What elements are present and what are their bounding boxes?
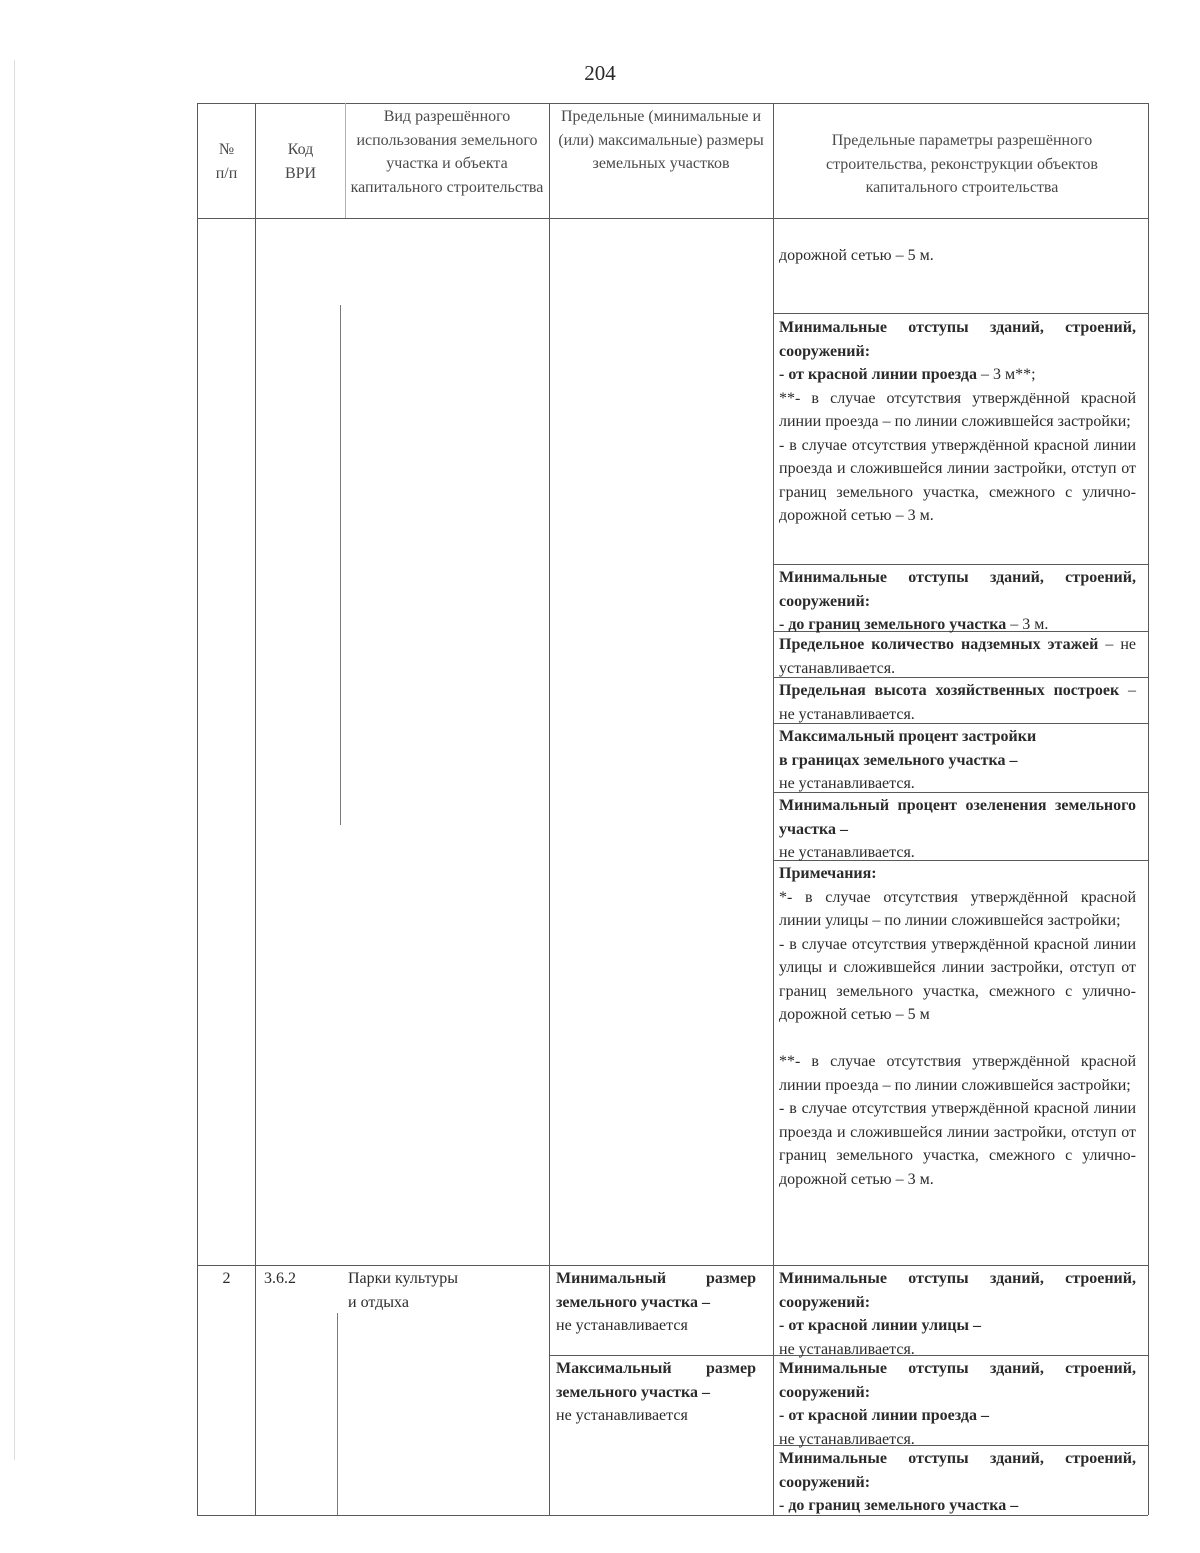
rule-col2-head xyxy=(345,103,346,218)
param-cell xyxy=(779,633,1136,680)
scan-edge-shadow xyxy=(14,60,15,1460)
param-cell xyxy=(779,1447,1136,1518)
rule-right xyxy=(1148,103,1149,1515)
size-bold: Минимальный размер земельного участка – xyxy=(556,1270,756,1311)
param-cell xyxy=(779,316,1136,528)
header-num: № п/п xyxy=(215,141,238,182)
param-bold: Минимальные отступы зданий, строений, сооружений: - до границ земельного участка xyxy=(779,569,1136,633)
rule-col1 xyxy=(255,103,256,1515)
param-plain: не устанавливается. xyxy=(779,1340,915,1358)
param-bold: Предельное количество надземных этажей xyxy=(779,636,1099,653)
param-cell xyxy=(779,794,1136,865)
rule-col3 xyxy=(549,103,550,1515)
rule-col2-b xyxy=(337,1313,338,1515)
rule-s1 xyxy=(549,1355,773,1356)
notes-cell xyxy=(779,862,1136,1191)
rule-p2 xyxy=(773,564,1148,565)
rule-top xyxy=(197,103,1148,104)
param-plain: – 3 м**; **- в случае отсутствия утверждённой красной линии проезда – по линии сложившейся застройки; - в случае отсутствия утверждённой красной линии проезда и сложившейся линии застройки, отступ от границ земельного участка, смежного с улично-дорожной сетью – 3 м. xyxy=(779,366,1136,524)
param-cell xyxy=(779,566,1136,637)
size-cell xyxy=(556,1357,756,1428)
row-number: 2 xyxy=(222,1270,231,1287)
notes-text: *- в случае отсутствия утверждённой красной линии улицы – по линии сложившейся застройки; - в случае отсутствия утверждённой красной линии улицы и сложившейся линии застройки, отступ от границ земельного участка, смежного с улично-дорожной сетью – 5 м **- в случае отсутствия утверждённой красной линии проезда – по линии сложившейся застройки; - в случае отсутствия утверждённой красной линии проезда и сложившейся линии застройки, отступ от границ земельного участка, смежного с улично-дорожной сетью – 3 м. xyxy=(779,888,1136,1188)
page-number: 204 xyxy=(584,61,616,85)
rule-col4 xyxy=(773,103,774,1515)
param-bold: Минимальные отступы зданий, строений, сооружений: - от красной линии проезда xyxy=(779,319,1136,383)
param-plain: не устанавливается. xyxy=(779,844,915,861)
rule-left xyxy=(197,103,198,1515)
size-bold: Максимальный размер земельного участка – xyxy=(556,1360,756,1401)
size-plain: не устанавливается xyxy=(556,1317,688,1334)
row-code: 3.6.2 xyxy=(264,1270,296,1287)
param-cell xyxy=(779,725,1136,796)
header-size-limits: Предельные (минимальные и (или) максимальные) размеры земельных участков xyxy=(558,108,764,172)
param-plain: – не устанавливается. xyxy=(779,682,1136,723)
param-cell xyxy=(779,1267,1136,1361)
row-use-type: Парки культуры и отдыха xyxy=(348,1270,459,1311)
param-plain: не устанавливается. xyxy=(779,775,915,792)
param-bold: Минимальные отступы зданий, строений, сооружений: - от красной линии проезда – xyxy=(779,1360,1136,1424)
size-cell xyxy=(556,1267,756,1338)
param-plain: – не устанавливается. xyxy=(779,636,1136,677)
rule-header-bottom xyxy=(197,218,1148,219)
param-bold: Минимальные отступы зданий, строений, сооружений: - до границ земельного участка – xyxy=(779,1450,1136,1514)
header-build-params: Предельные параметры разрешённого строительства, реконструкции объектов капитального строительства xyxy=(826,132,1098,196)
param-bold: Предельная высота хозяйственных построек xyxy=(779,682,1120,699)
size-plain: не устанавливается xyxy=(556,1407,688,1424)
param-bold: Максимальный процент застройки в границах земельного участка – xyxy=(779,728,1037,769)
notes-title: Примечания: xyxy=(779,865,877,882)
param-bold: Минимальный процент озеленения земельного участка – xyxy=(779,797,1136,838)
param-plain: – 3 м. xyxy=(1006,616,1049,633)
header-code: Код ВРИ xyxy=(284,141,317,182)
rule-row2-top xyxy=(197,1265,1148,1266)
rule-col2-a xyxy=(340,305,341,825)
param-cell xyxy=(779,220,1136,267)
rule-p1 xyxy=(773,313,1148,314)
param-cell xyxy=(779,1357,1136,1451)
param-bold: Минимальные отступы зданий, строений, сооружений: - от красной линии улицы – xyxy=(779,1270,1136,1334)
param-plain: не устанавливается. xyxy=(779,1430,915,1448)
param-plain: дорожной сетью – 5 м. xyxy=(779,246,934,264)
param-cell xyxy=(779,679,1136,726)
header-use-type: Вид разрешённого использования земельного участка и объекта капитального строительства xyxy=(350,108,544,196)
